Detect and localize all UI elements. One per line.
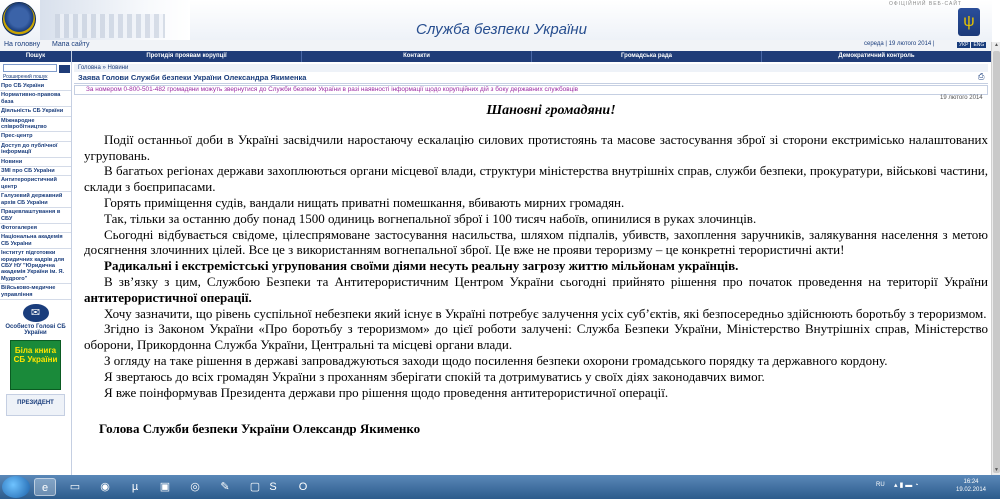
sidebar-nav (0, 82, 71, 300)
search-button[interactable] (59, 65, 70, 73)
article-paragraph-bold: Радикальні і екстремістські угрупования своїми діями несуть реальну загрозу життю мільйонам українців. (104, 258, 739, 274)
home-link[interactable]: На головну (4, 41, 41, 48)
article-paragraph: Сьогодні відбувається свідоме, цілеспрямоване застосування насильства, шляхом підпалів, убивств, захоплення заручників, залякування населення з метою досягнення злочинних цілей. Все це з використанням вогнепальної зброї. Це вже не прояви тероризму – це конкретні терористичні акти! (84, 226, 988, 258)
article-paragraph: З огляду на таке рішення в державі запроваджуються заходи щодо посилення безпеки охорони громадського порядку та державного кордону. (104, 352, 888, 368)
sbu-emblem-icon[interactable] (2, 2, 36, 36)
print-icon[interactable]: ⎙ (978, 72, 985, 81)
article-text: В зв’язку з цим, Службою Безпеки та Антитерористичним Центром України сьогодні прийнято рішення про початок проведення на території України (104, 273, 988, 289)
article-text-bold: антитерористичної операції. (84, 289, 252, 305)
article-body (84, 103, 988, 437)
app-icon[interactable]: ✎ (220, 481, 230, 493)
breadcrumb[interactable]: Головна » Новини (74, 64, 988, 72)
article-greeting: Шановні громадяни! (486, 103, 616, 118)
sidebar-item-media[interactable]: ЗМІ про СБ України (0, 167, 71, 176)
keyboard-language[interactable]: RU (876, 482, 885, 488)
sidebar (0, 51, 72, 475)
clock-date: 19.02.2014 (955, 487, 987, 493)
sidebar-item-careers[interactable]: Працевлаштування в СБУ (0, 208, 71, 224)
sidebar-item-academy[interactable]: Національна академія СБ України (0, 233, 71, 249)
article-paragraph: Я звертаюсь до всіх громадян України з проханням зберігати спокій та дотримуватись у своїх діях законодавчих вимог. (104, 368, 765, 384)
sidebar-item-photo-gallery[interactable]: Фотогалерея (0, 224, 71, 233)
taskbar (0, 475, 1000, 499)
president-banner[interactable]: ПРЕЗИДЕНТ (6, 394, 65, 416)
scroll-up-icon[interactable]: ▲ (994, 42, 999, 48)
search-input[interactable] (3, 64, 57, 72)
window-icon[interactable]: ▣ (159, 481, 171, 493)
ie-icon[interactable]: e (34, 478, 56, 496)
header-date: середа | 19 лютого 2014 | (864, 41, 935, 47)
lang-eng[interactable]: ENG (973, 42, 985, 48)
envelope-icon[interactable]: ✉ (23, 304, 49, 322)
main-menu (72, 51, 992, 62)
opera-icon[interactable]: O (298, 481, 308, 493)
article-paragraph: Хочу зазначити, що рівень суспільної небезпеки який існує в Україні потребує залучення усіх суб’єктів, які безпосередньо здійснюють боротьбу з тероризмом. (104, 305, 987, 321)
sidebar-item-law-institute[interactable]: Інститут підготовки юридичних кадрів для СБУ НУ "Юридична академія України ім. Я. Мудрого" (0, 249, 71, 284)
article-paragraph: Я вже поінформував Президента держави про рішення щодо проведення антитерористичної операції. (104, 384, 669, 400)
article-paragraph (84, 274, 988, 306)
sidebar-item-medical[interactable]: Військово-медичне управління (0, 284, 71, 300)
menu-item-public-council[interactable]: Громадська рада (532, 51, 762, 62)
article-paragraph: Згідно із Законом України «Про боротьбу з тероризмом» до цієї роботи залучені: Служба Безпеки України, Міністерство Внутрішніх справ, Міністерство оборони, Прикордонна Служба України, Центральні та місцеві органи влади. (84, 321, 988, 353)
white-book-banner[interactable]: Біла книга СБ України (10, 340, 61, 390)
folder-icon[interactable]: ▭ (69, 481, 81, 493)
article-paragraph: Так, тільки за останню добу понад 1500 одиниць вогнепальної зброї і 100 тисяч набоїв, опинилися в руках злочинців. (104, 210, 757, 226)
window2-icon[interactable]: ▢ (249, 481, 261, 493)
article-paragraph: В багатьох регіонах держави захоплюються органи місцевої влади, структури міністерства внутрішніх справ, служби безпеки, прокуратури, військові частини, склади з боєприпасами. (84, 163, 988, 195)
sidebar-item-international[interactable]: Міжнародне співробітництво (0, 117, 71, 133)
sidebar-item-press-center[interactable]: Прес-центр (0, 132, 71, 141)
search-heading: Пошук (0, 51, 71, 62)
scroll-down-icon[interactable]: ▼ (994, 467, 999, 473)
sidebar-item-about[interactable]: Про СБ України (0, 82, 71, 91)
scroll-thumb[interactable] (993, 51, 1000, 473)
skype-icon[interactable]: S (269, 481, 277, 493)
article-date: 19 лютого 2014 (940, 95, 983, 101)
firefox-icon[interactable]: ◉ (100, 481, 110, 493)
article-signature: Голова Служби безпеки України Олександр Якименко (99, 421, 421, 437)
tray-icons[interactable]: ▴ ▮ ▬ ◔ (894, 482, 919, 489)
sidebar-item-archive[interactable]: Галузевий державний архів СБ України (0, 192, 71, 208)
vertical-scrollbar[interactable] (991, 42, 1000, 475)
article-paragraph: Горять приміщення судів, вандали нищать приватні помешкання, вбивають мирних громадян. (104, 194, 625, 210)
title-divider (74, 83, 988, 84)
chrome-icon[interactable]: ◎ (190, 481, 200, 493)
contact-head-link[interactable]: Особисто Голові СБ України (5, 323, 66, 336)
menu-item-contacts[interactable]: Контакти (302, 51, 532, 62)
utorrent-icon[interactable]: µ (131, 481, 139, 493)
sitemap-link[interactable]: Мапа сайту (52, 41, 90, 48)
clock[interactable] (948, 478, 994, 494)
article-paragraph: Події останньої доби в Україні засвідчили наростаючу ескалацію силових протистоянь та масове застосування зброї зі сторони екстримісько налаштованих угруповань. (84, 131, 988, 163)
page-title: Заява Голови Служби безпеки України Олександра Якименка (78, 73, 307, 82)
sidebar-item-news[interactable]: Новини (0, 158, 71, 167)
hotline-marquee[interactable]: За номером 0-800-501-482 громадяни можуть звернутися до Служби безпеки України в разі наявності інформації щодо корупційних дій з боку державних службовців (86, 86, 579, 93)
start-button[interactable] (2, 476, 30, 498)
sidebar-item-activity[interactable]: Діяльність СБ України (0, 107, 71, 116)
sidebar-item-antiterror-center[interactable]: Антитерористичний центр (0, 176, 71, 192)
sidebar-item-public-info[interactable]: Доступ до публічної інформації (0, 142, 71, 158)
site-title: Служба безпеки України (416, 21, 587, 38)
menu-item-democratic-control[interactable]: Демократичний контроль (762, 51, 992, 62)
header-building-image (40, 0, 190, 40)
site-header (0, 0, 992, 40)
menu-item-anticorruption[interactable]: Протидія проявам корупції (72, 51, 302, 62)
language-switch (957, 41, 987, 48)
top-nav (0, 40, 992, 51)
sidebar-item-legal-base[interactable]: Нормативно-правова база (0, 91, 71, 107)
clock-time: 16:24 (963, 479, 979, 485)
advanced-search-link[interactable]: Розширений пошук (3, 74, 48, 80)
tryzub-icon: ψ (958, 8, 980, 36)
site-tagline: ОФІЦІЙНИЙ ВЕБ-САЙТ (888, 1, 962, 7)
lang-ukr[interactable]: УКР (959, 42, 969, 48)
